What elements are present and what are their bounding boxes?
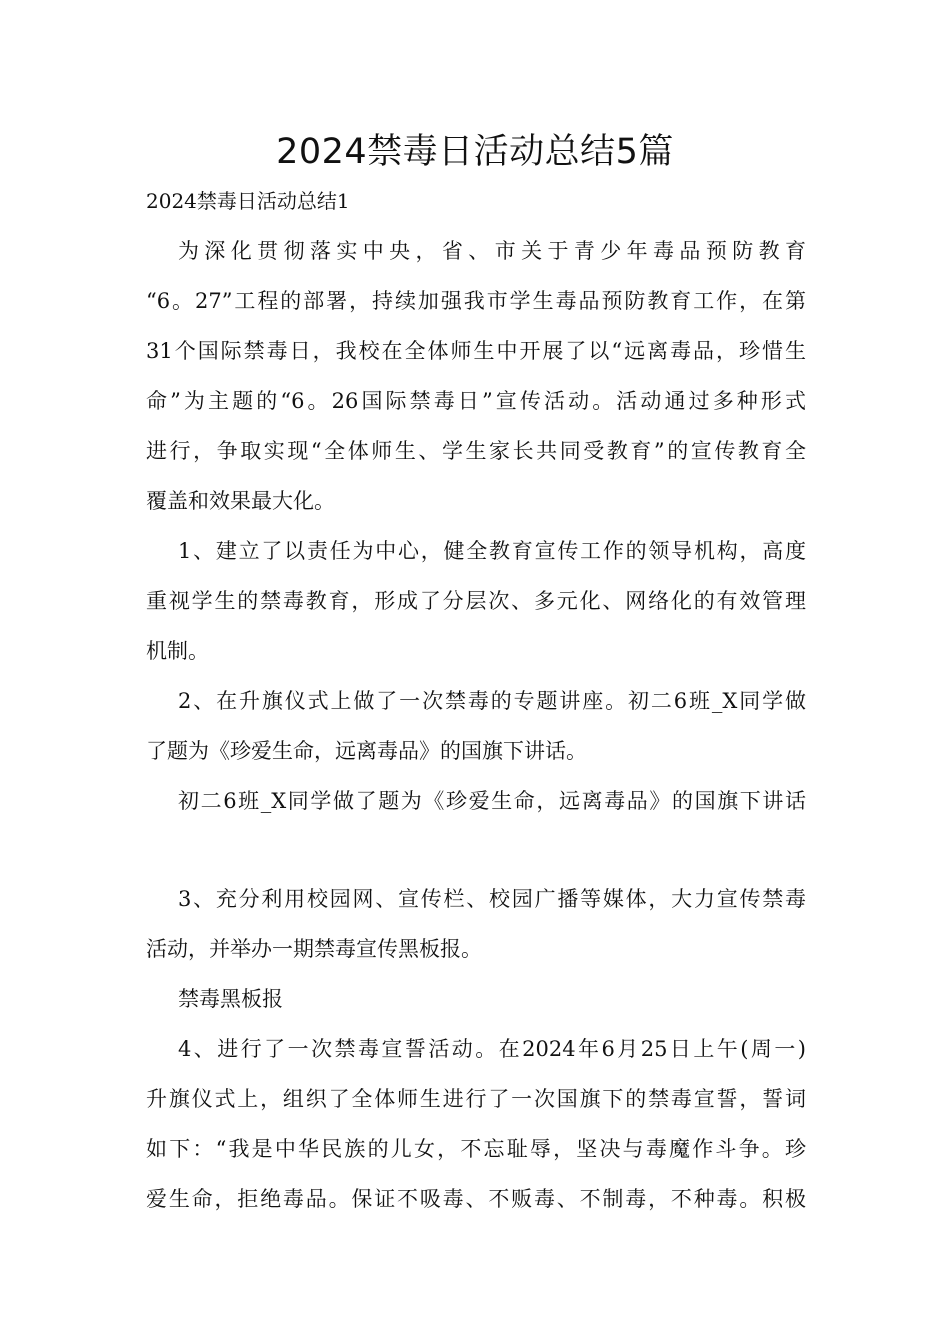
paragraph-line: 爱生命，拒绝毒品。保证不吸毒、不贩毒、不制毒，不种毒。积极	[146, 1187, 806, 1211]
image-caption: 禁毒黑板报	[178, 987, 283, 1011]
paragraph-line: 为深化贯彻落实中央，省、市关于青少年毒品预防教育	[178, 239, 806, 263]
paragraph-line: 1、建立了以责任为中心，健全教育宣传工作的领导机构，高度	[178, 539, 806, 563]
paragraph-line: 31个国际禁毒日，我校在全体师生中开展了以“远离毒品，珍惜生	[146, 339, 806, 363]
paragraph-line: 4、进行了一次禁毒宣誓活动。在2024年6月25日上午(周一)	[178, 1037, 806, 1061]
paragraph-line: 覆盖和效果最大化。	[146, 489, 335, 513]
paragraph-line: 升旗仪式上，组织了全体师生进行了一次国旗下的禁毒宣誓，誓词	[146, 1087, 806, 1111]
paragraph-line: 3、充分利用校园网、宣传栏、校园广播等媒体，大力宣传禁毒	[178, 887, 806, 911]
paragraph-line: 重视学生的禁毒教育，形成了分层次、多元化、网络化的有效管理	[146, 589, 806, 613]
paragraph-line: “6。27”工程的部署，持续加强我市学生毒品预防教育工作，在第	[146, 289, 806, 313]
paragraph-line: 了题为《珍爱生命，远离毒品》的国旗下讲话。	[146, 739, 587, 763]
document-title: 2024禁毒日活动总结5篇	[276, 132, 674, 172]
paragraph-line: 如下：“我是中华民族的儿女，不忘耻辱，坚决与毒魔作斗争。珍	[146, 1137, 806, 1161]
paragraph-line: 活动，并举办一期禁毒宣传黑板报。	[146, 937, 482, 961]
paragraph-line: 机制。	[146, 639, 209, 663]
paragraph-line: 进行，争取实现“全体师生、学生家长共同受教育”的宣传教育全	[146, 439, 806, 463]
paragraph-line: 2、在升旗仪式上做了一次禁毒的专题讲座。初二6班_X同学做	[178, 689, 806, 713]
image-caption: 初二6班_X同学做了题为《珍爱生命，远离毒品》的国旗下讲话	[178, 789, 806, 813]
paragraph-line: 命”为主题的“6。26国际禁毒日”宣传活动。活动通过多种形式	[146, 389, 806, 413]
section-heading: 2024禁毒日活动总结1	[146, 189, 350, 213]
